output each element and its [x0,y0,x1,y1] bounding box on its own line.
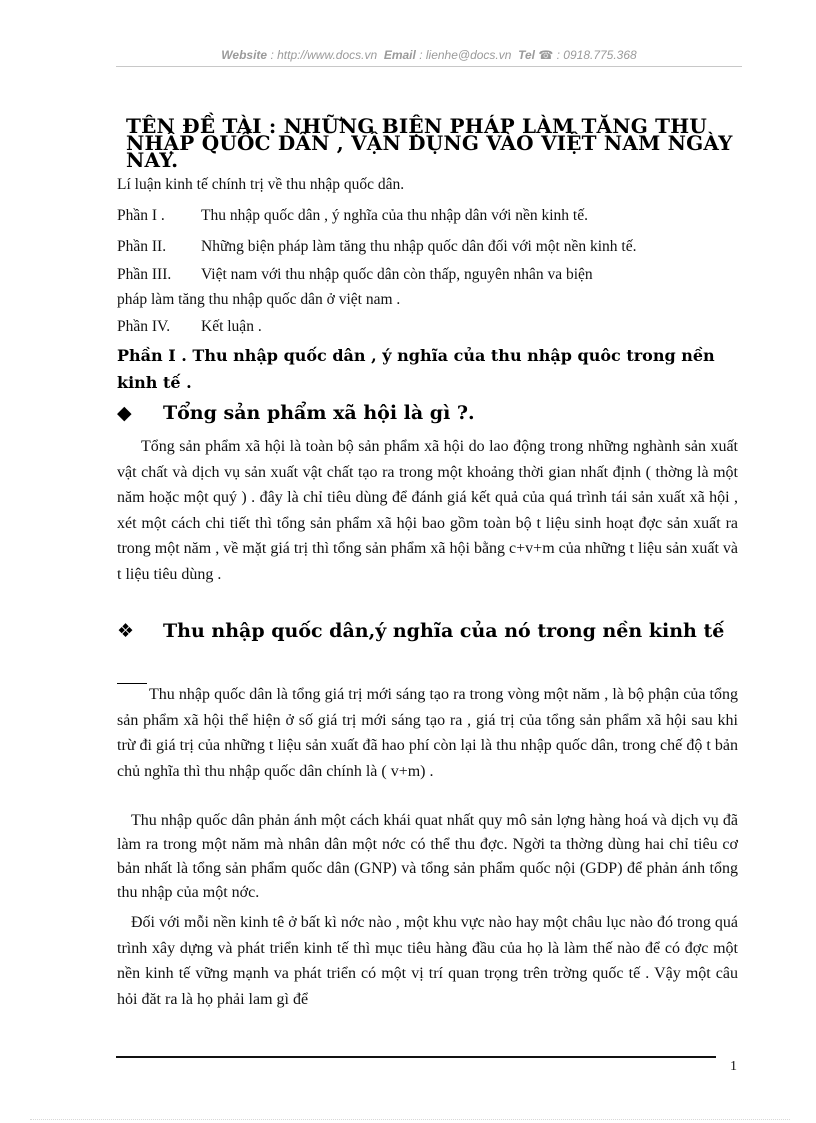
toc-label: Phần III. [117,266,172,283]
topic-heading-national-income [117,616,747,647]
topic-heading-text: Thu nhập quốc dân,ý nghĩa của nó trong nền kinh tế [163,620,725,642]
toc-text: Việt nam với thu nhập quốc dân còn thấp, nguyên nhân va biện [201,266,593,283]
toc-item-part3-cont: pháp làm tăng thu nhập quốc dân ở việt nam . [117,291,401,308]
toc-item-part2 [117,236,757,258]
footer-divider [116,1056,716,1058]
toc-label: Phần II. [117,238,167,255]
paragraph-gross-social-product: Tổng sản phẩm xã hội là toàn bộ sản phẩm xã hội do lao động trong những nghành sản xuất vật chất và dịch vụ sản xuất vật chất tạo ra trong một khoảng thời gian nhất định ( thờng là một năm hoặc một quý ) . đây là chỉ tiêu dùng để đánh giá kết quả của quá trình tái sản xuất xã hội , xét một cách chi tiết thì tổng sản phẩm xã hội bao gồm toàn bộ t liệu sinh hoạt đợc sản xuất ra trong một năm , về mặt giá trị thì tổng sản phẩm xã hội bằng c+v+m của những t liệu sản xuất và t liệu tiêu dùng . [117,438,738,583]
document-title: TÊN ĐỀ TÀI : NHỮNG BIỆN PHÁP LÀM TĂNG THU NHẬP QUỐC DÂN , VẬN DỤNG VÀO VIỆT NAM NGÀY NAY. [126,114,733,172]
toc-item-part4 [117,316,757,338]
four-diamond-bullet-icon: ❖ [117,620,135,642]
page-header [116,48,742,62]
section-heading-part1: Phần I . Thu nhập quốc dân , ý nghĩa của thu nhập quôc trong nền kinh tế . [117,346,715,392]
tel-label: Tel ☎ [518,48,554,62]
header-divider [116,66,742,67]
topic-heading-gross-social-product [117,397,747,429]
paragraph-economic-goal: Đối với mỗi nền kinh tê ở bất kì nớc nào , một khu vực nào hay một châu lục nào đó trong quá trình xây dựng và phát triển kinh tế thì mục tiêu hàng đầu của họ là làm thế nào để có đợc một nền kinh tế vững mạnh va phát triển có một vị trí quan trọng trên trờng quốc tế . Vậy một câu hỏi đăt ra là họ phải lam gì để [117,914,738,1008]
toc-intro: Lí luận kinh tế chính trị về thu nhập quốc dân. [117,176,405,193]
toc-label: Phần IV. [117,318,171,335]
website-label: Website [221,48,268,62]
toc-text: Kết luận . [201,318,262,335]
page-bottom-border [30,1119,790,1120]
topic-heading-text: Tổng sản phẩm xã hội là gì ?. [163,402,475,424]
diamond-bullet-icon: ◆ [117,402,132,424]
paragraph-national-income-gnp-gdp: Thu nhập quốc dân phản ánh một cách khái quat nhất quy mô sản lợng hàng hoá và dịch vụ đã làm ra trong một năm mà nhân dân một nớc có thể thu đợc. Ngời ta thờng dùng hai chỉ tiêu cơ bản nhất là tổng sản phẩm quốc dân (GNP) và tổng sản phẩm quốc nội (GDP) để phản ánh tổng thu nhập của một nớc. [117,812,738,901]
toc-label: Phần I . [117,207,165,224]
email-label: Email [383,48,416,62]
page-number: 1 [730,1059,737,1074]
website-value: : http://www.docs.vn [270,48,378,62]
tel-value: : 0918.775.368 [556,48,637,62]
email-value: : lienhe@docs.vn [419,48,512,62]
toc-text: Thu nhập quốc dân , ý nghĩa của thu nhập dân với nền kinh tế. [201,207,588,224]
toc-item-part3 [117,264,757,286]
toc-item-part1 [117,205,757,227]
paragraph-national-income-definition: Thu nhập quốc dân là tổng giá trị mới sáng tạo ra trong vòng một năm , là bộ phận của tổng sản phẩm xã hội thể hiện ở số giá trị mới sáng tạo ra , giá trị của tổng sản phẩm xã hội sau khi trừ đi giá trị của những t liệu sản xuất đã hao phí còn lại là thu nhập quốc dân, trong chế độ t bản chủ nghĩa thì thu nhập quốc dân chính là ( v+m) . [117,686,738,780]
toc-text: Những biện pháp làm tăng thu nhập quốc dân đối với một nền kinh tế. [201,238,637,255]
